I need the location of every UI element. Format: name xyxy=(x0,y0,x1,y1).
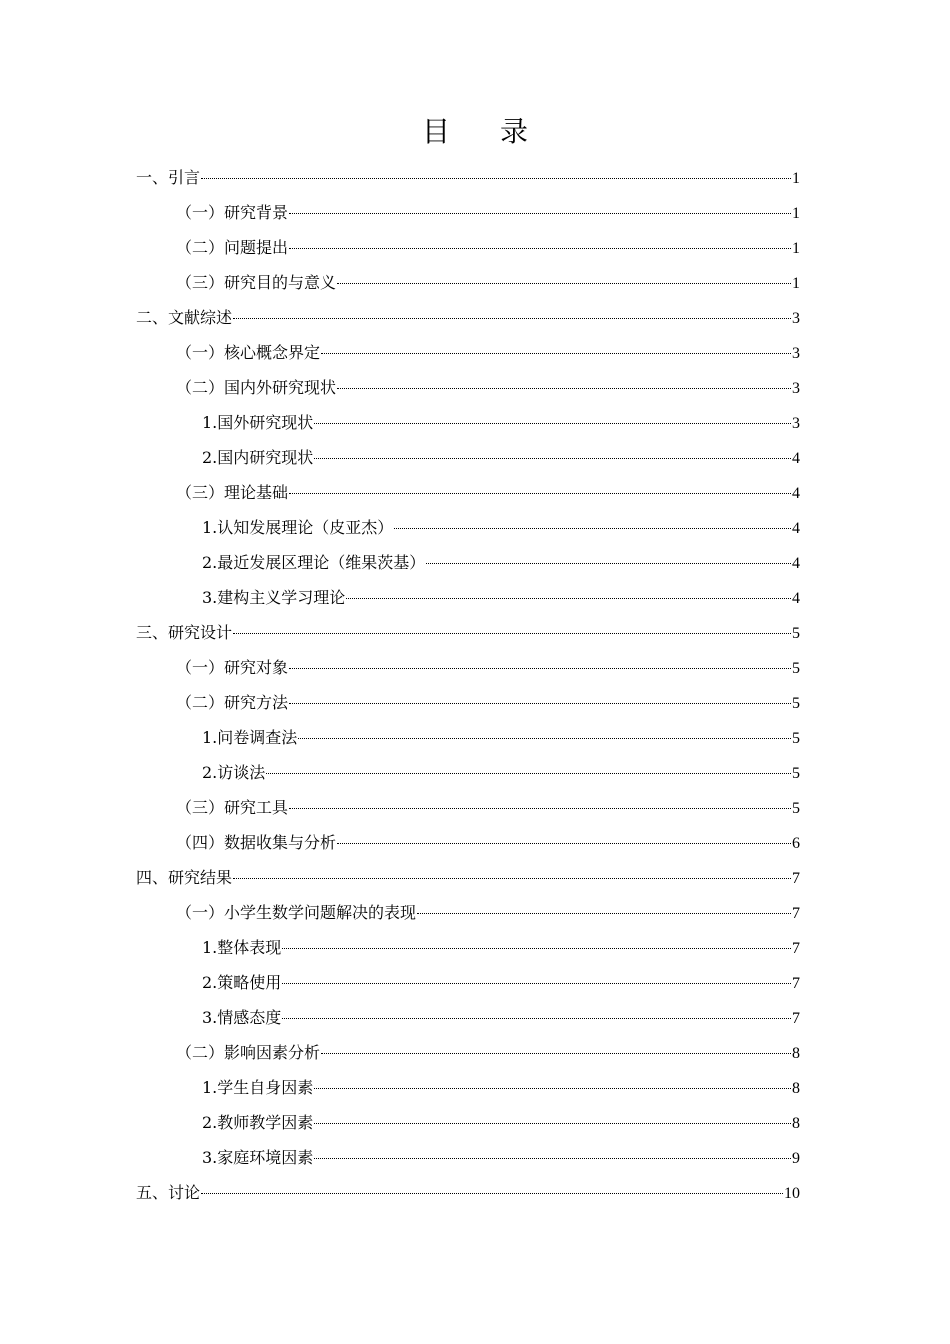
toc-entry[interactable] xyxy=(136,685,800,720)
toc-entry[interactable] xyxy=(136,1070,800,1105)
toc-entry[interactable] xyxy=(136,545,800,580)
toc-entry[interactable] xyxy=(136,895,800,930)
toc-entry-page-number: 5 xyxy=(792,695,800,712)
toc-entry-text: 1.问卷调查法 xyxy=(202,728,298,747)
toc-title-left: 目 xyxy=(421,115,450,148)
toc-entry-text: （二）研究方法 xyxy=(176,693,289,712)
toc-entry-page-number: 5 xyxy=(792,765,800,782)
dot-leader xyxy=(289,703,791,704)
dot-leader xyxy=(321,1053,791,1054)
toc-entry-page-number: 1 xyxy=(792,275,800,292)
toc-entry-text: 四、研究结果 xyxy=(136,868,233,887)
dot-leader xyxy=(233,878,791,879)
toc-entry-text: （三）研究目的与意义 xyxy=(176,273,337,292)
toc-entry-page-number: 8 xyxy=(792,1045,800,1062)
toc-entry-text: 3.情感态度 xyxy=(202,1008,282,1027)
toc-entry[interactable] xyxy=(136,1035,800,1070)
toc-entry-text: 3.建构主义学习理论 xyxy=(202,588,346,607)
toc-entry-text: 2.国内研究现状 xyxy=(202,448,314,467)
dot-leader xyxy=(233,633,791,634)
toc-entry-text: （一）研究背景 xyxy=(176,203,289,222)
toc-entry-page-number: 4 xyxy=(792,485,800,502)
toc-entry[interactable] xyxy=(136,510,800,545)
toc-entry[interactable] xyxy=(136,300,800,335)
dot-leader xyxy=(298,738,791,739)
toc-entry-page-number: 7 xyxy=(792,905,800,922)
toc-entry-text: （二）国内外研究现状 xyxy=(176,378,337,397)
dot-leader xyxy=(201,178,791,179)
toc-entry-text: 二、文献综述 xyxy=(136,308,233,327)
dot-leader xyxy=(282,948,791,949)
toc-entry-page-number: 1 xyxy=(792,205,800,222)
toc-title xyxy=(0,112,950,152)
toc-entry-page-number: 7 xyxy=(792,975,800,992)
toc-entry[interactable] xyxy=(136,370,800,405)
dot-leader xyxy=(289,668,791,669)
toc-entry-page-number: 5 xyxy=(792,730,800,747)
dot-leader xyxy=(266,773,791,774)
dot-leader xyxy=(282,1018,791,1019)
toc-entry[interactable] xyxy=(136,195,800,230)
dot-leader xyxy=(417,913,791,914)
toc-entry-page-number: 3 xyxy=(792,345,800,362)
dot-leader xyxy=(314,1123,791,1124)
toc-title-right: 录 xyxy=(500,115,529,148)
toc-entry-text: （一）研究对象 xyxy=(176,658,289,677)
dot-leader xyxy=(233,318,791,319)
toc-entry-page-number: 7 xyxy=(792,1010,800,1027)
toc-entry-page-number: 7 xyxy=(792,870,800,887)
toc-entry-page-number: 3 xyxy=(792,310,800,327)
toc-entry-page-number: 3 xyxy=(792,380,800,397)
toc-entry-text: 1.国外研究现状 xyxy=(202,413,314,432)
toc-entry-page-number: 10 xyxy=(784,1185,800,1202)
toc-entry[interactable] xyxy=(136,860,800,895)
dot-leader xyxy=(289,808,791,809)
dot-leader xyxy=(314,1088,791,1089)
toc-entry-page-number: 3 xyxy=(792,415,800,432)
toc-entry-page-number: 8 xyxy=(792,1115,800,1132)
toc-entry-page-number: 4 xyxy=(792,520,800,537)
toc-entry-text: 3.家庭环境因素 xyxy=(202,1148,314,1167)
dot-leader xyxy=(289,213,791,214)
toc-entry[interactable] xyxy=(136,160,800,195)
toc-entry[interactable] xyxy=(136,825,800,860)
toc-entry-text: 2.策略使用 xyxy=(202,973,282,992)
toc-entry[interactable] xyxy=(136,1000,800,1035)
toc-entry-text: （四）数据收集与分析 xyxy=(176,833,337,852)
toc-entry[interactable] xyxy=(136,335,800,370)
toc-entry-page-number: 9 xyxy=(792,1150,800,1167)
dot-leader xyxy=(314,423,791,424)
toc-entry-text: 一、引言 xyxy=(136,168,201,187)
toc-entry[interactable] xyxy=(136,930,800,965)
dot-leader xyxy=(282,983,791,984)
dot-leader xyxy=(337,843,791,844)
toc-entry[interactable] xyxy=(136,720,800,755)
toc-entry-text: （二）问题提出 xyxy=(176,238,289,257)
toc-entry-page-number: 5 xyxy=(792,800,800,817)
dot-leader xyxy=(201,1193,783,1194)
toc-entry-page-number: 4 xyxy=(792,590,800,607)
toc-entry[interactable] xyxy=(136,230,800,265)
toc-entry-page-number: 5 xyxy=(792,660,800,677)
toc-entry[interactable] xyxy=(136,1175,800,1210)
toc-entry-text: 2.访谈法 xyxy=(202,763,266,782)
toc-entry-page-number: 5 xyxy=(792,625,800,642)
toc-entry-text: （一）核心概念界定 xyxy=(176,343,321,362)
toc-entry-text: 2.最近发展区理论（维果茨基） xyxy=(202,553,426,572)
toc-entry[interactable] xyxy=(136,755,800,790)
toc-entry-page-number: 6 xyxy=(792,835,800,852)
toc-entry-text: 三、研究设计 xyxy=(136,623,233,642)
dot-leader xyxy=(346,598,791,599)
toc-entry-page-number: 1 xyxy=(792,240,800,257)
toc-entry-text: 1.整体表现 xyxy=(202,938,282,957)
dot-leader xyxy=(394,528,791,529)
toc-entry-text: 1.学生自身因素 xyxy=(202,1078,314,1097)
toc-entry-text: 2.教师教学因素 xyxy=(202,1113,314,1132)
toc-entry-page-number: 1 xyxy=(792,170,800,187)
toc-entry[interactable] xyxy=(136,615,800,650)
toc-entry-page-number: 8 xyxy=(792,1080,800,1097)
dot-leader xyxy=(337,283,791,284)
toc-entry-text: （一）小学生数学问题解决的表现 xyxy=(176,903,417,922)
toc-entry[interactable] xyxy=(136,405,800,440)
dot-leader xyxy=(426,563,791,564)
toc-entry-page-number: 7 xyxy=(792,940,800,957)
dot-leader xyxy=(314,1158,791,1159)
toc-entry-text: （三）研究工具 xyxy=(176,798,289,817)
dot-leader xyxy=(321,353,791,354)
toc-entry[interactable] xyxy=(136,790,800,825)
dot-leader xyxy=(337,388,791,389)
toc-entry[interactable] xyxy=(136,580,800,615)
toc-entry-text: （三）理论基础 xyxy=(176,483,289,502)
toc-entry-text: 1.认知发展理论（皮亚杰） xyxy=(202,518,394,537)
toc-entry[interactable] xyxy=(136,965,800,1000)
toc-entry-text: 五、讨论 xyxy=(136,1183,201,1202)
toc-entry-page-number: 4 xyxy=(792,555,800,572)
toc-entry-text: （二）影响因素分析 xyxy=(176,1043,321,1062)
dot-leader xyxy=(314,458,791,459)
toc-list xyxy=(136,160,800,1210)
toc-entry[interactable] xyxy=(136,265,800,300)
toc-entry[interactable] xyxy=(136,475,800,510)
toc-entry[interactable] xyxy=(136,440,800,475)
dot-leader xyxy=(289,493,791,494)
toc-entry-page-number: 4 xyxy=(792,450,800,467)
toc-entry[interactable] xyxy=(136,1105,800,1140)
toc-entry[interactable] xyxy=(136,650,800,685)
toc-entry[interactable] xyxy=(136,1140,800,1175)
dot-leader xyxy=(289,248,791,249)
